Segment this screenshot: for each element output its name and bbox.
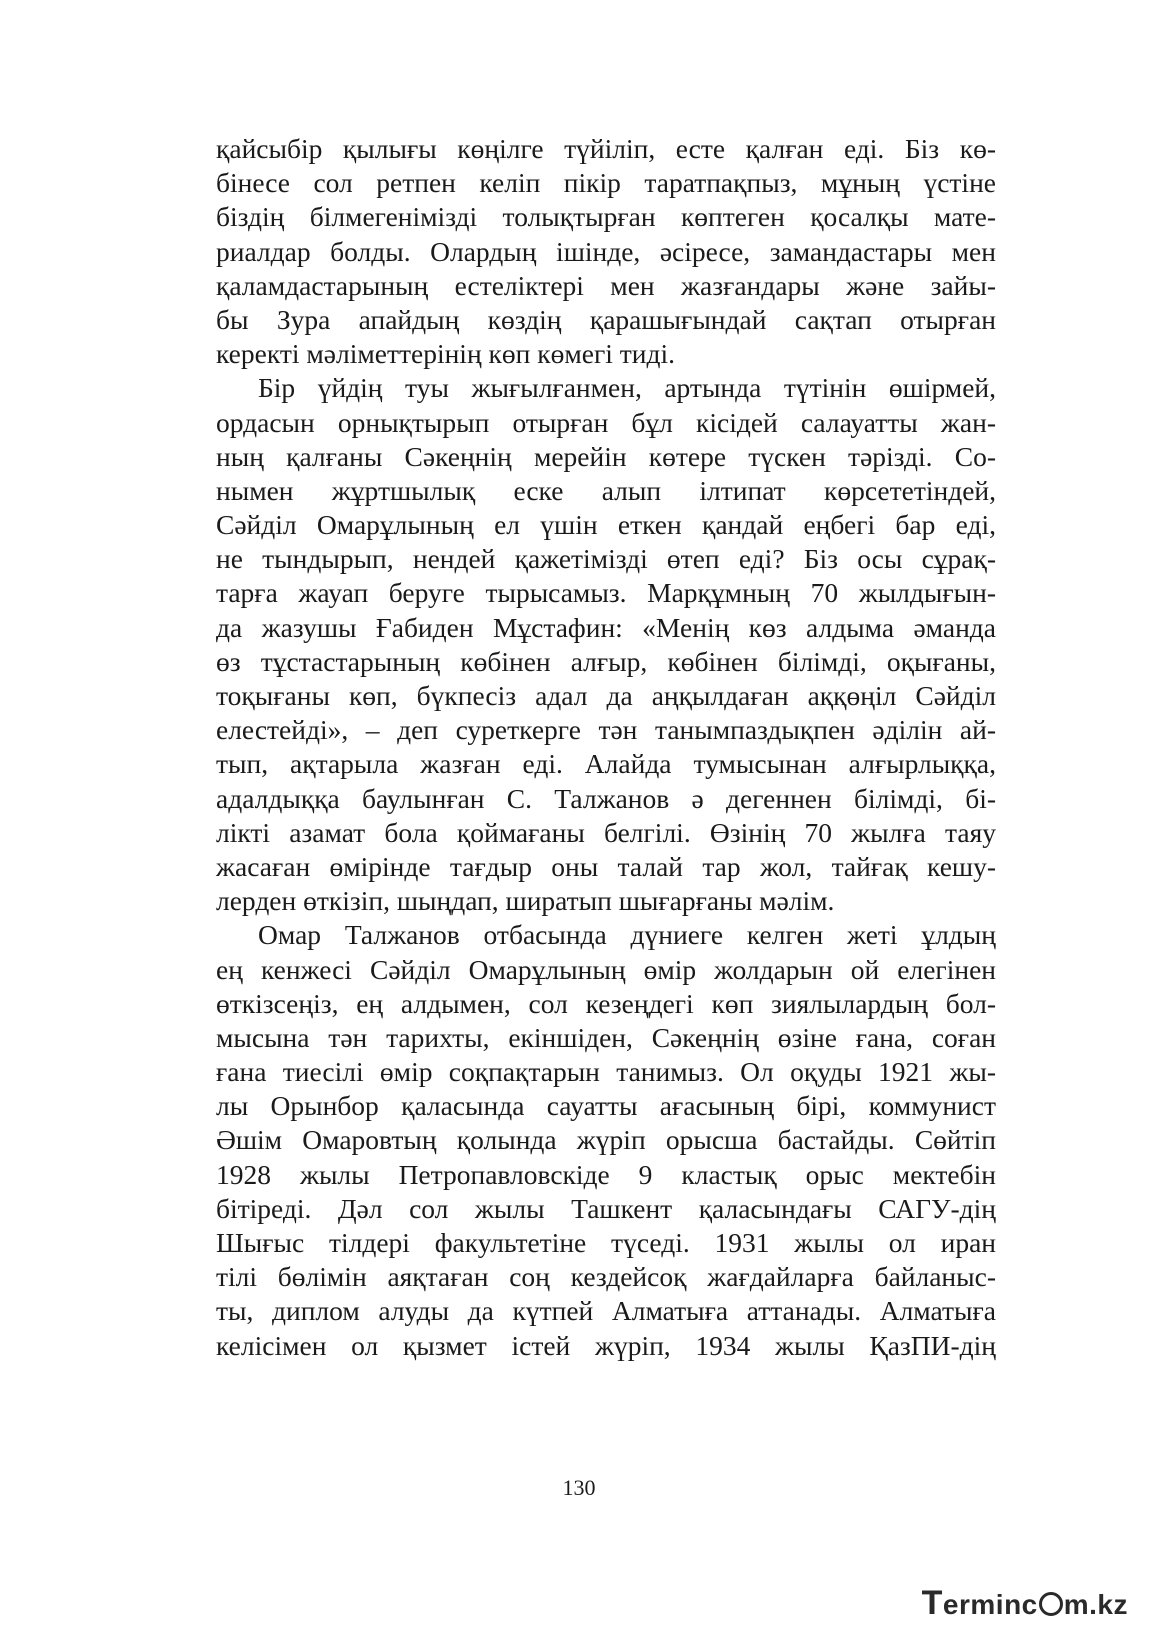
watermark-middle: erminc xyxy=(942,1589,1038,1620)
text-line: тарға жауап беруге тырысамыз. Марқұмның 70 жылдығын- xyxy=(216,577,996,609)
text-line: 1928 жылы Петропавловскіде 9 кластық орыс мектебін xyxy=(216,1158,996,1190)
paragraph-first-line: Бір үйдің туы жығылғанмен, артында түтінін өшірмей, xyxy=(258,372,996,404)
watermark-initial: T xyxy=(921,1584,943,1622)
page-body-text xyxy=(216,132,996,1363)
text-line: не тындырып, нендей қажетімізді өтеп еді? Біз осы сұрақ- xyxy=(216,543,996,575)
text-line: қайсыбір қылығы көңілге түйіліп, есте қалған еді. Біз кө- xyxy=(216,133,996,164)
page-number: 130 xyxy=(562,1475,596,1500)
ring-icon xyxy=(1039,1592,1063,1616)
text-line: нымен жұртшылық еске алып ілтипат көрсететіндей, xyxy=(216,474,996,506)
text-line: адалдыққа баулынған С. Талжанов ә дегеннен білімді, бі- xyxy=(216,782,996,814)
text-line: лы Орынбор қаласында сауатты ағасының бірі, коммунист xyxy=(216,1090,996,1122)
text-line: мысына тән тарихты, екіншіден, Сәкеңнің өзіне ғана, соған xyxy=(216,1021,996,1053)
text-line: ең кенжесі Сәйділ Омарұлының өмір жолдарын ой елегінен xyxy=(216,953,996,985)
text-line: бы Зура апайдың көздің қарашығындай сақтап отырған xyxy=(216,303,996,335)
text-line: Әшім Омаровтың қолында жүріп орысша бастайды. Сөйтіп xyxy=(216,1124,996,1156)
text-line: тоқығаны көп, бүкпесіз адал да аңқылдаған аққөңіл Сәйділ xyxy=(216,680,996,711)
text-line: біздің білмегенімізді толықтырған көптеген қосалқы мате- xyxy=(216,201,996,233)
text-line: бітіреді. Дәл сол жылы Ташкент қаласындағы САГУ-дің xyxy=(216,1192,996,1224)
text-line: ғана тиесілі өмір соқпақтарын танимыз. Ол оқуды 1921 жы- xyxy=(216,1056,996,1088)
text-line: жасаған өмірінде тағдыр оны талай тар жол, тайғақ кешу- xyxy=(216,850,996,882)
watermark-logo xyxy=(922,1584,1128,1623)
text-line: өткізсеңіз, ең алдымен, сол кезеңдегі көп зиялылардың бол- xyxy=(216,987,996,1019)
text-line: лерден өткізіп, шыңдап, ширатып шығарғаны мәлім. xyxy=(216,885,835,917)
text-line: Шығыс тілдері факультетіне түседі. 1931 жылы ол иран xyxy=(216,1227,996,1258)
text-line: қаламдастарының естеліктері мен жазғандары және зайы- xyxy=(216,269,996,301)
text-line: ты, диплом алуды да күтпей Алматыға аттанады. Алматыға xyxy=(216,1295,996,1327)
text-line: ның қалғаны Сәкеңнің мерейін көтере түскен тәрізді. Со- xyxy=(216,440,996,472)
text-line: да жазушы Ғабиден Мұстафин: «Менің көз алдыма әманда xyxy=(216,611,996,643)
text-line: бінесе сол ретпен келіп пікір таратпақпыз, мұның үстіне xyxy=(216,167,996,199)
text-line: Сәйділ Омарұлының ел үшін еткен қандай еңбегі бар еді, xyxy=(216,509,996,541)
text-line: керекті мәліметтерінің көп көмегі тиді. xyxy=(216,338,675,370)
text-line: келісімен ол қызмет істей жүріп, 1934 жылы ҚазПИ-дің xyxy=(216,1329,996,1361)
text-line: лікті азамат бола қоймағаны белгілі. Өзінің 70 жылға таяу xyxy=(216,816,996,848)
text-line: риалдар болды. Олардың ішінде, әсіресе, замандастары мен xyxy=(216,235,996,267)
text-line: елестейді», – деп суреткерге тән танымпаздықпен әділін ай- xyxy=(216,714,996,746)
paragraph-first-line: Омар Талжанов отбасында дүниеге келген жеті ұлдың xyxy=(258,919,996,951)
watermark-end: m.kz xyxy=(1063,1589,1128,1620)
text-line: тілі бөлімін аяқтаған соң кездейсоқ жағдайларға байланыс- xyxy=(216,1261,996,1293)
text-line: өз тұстастарының көбінен алғыр, көбінен білімді, оқығаны, xyxy=(216,645,996,677)
text-line: ордасын орнықтырып отырған бұл кісідей салауатты жан- xyxy=(216,406,996,438)
text-line: тып, ақтарыла жазған еді. Алайда тумысынан алғырлыққа, xyxy=(216,748,996,780)
